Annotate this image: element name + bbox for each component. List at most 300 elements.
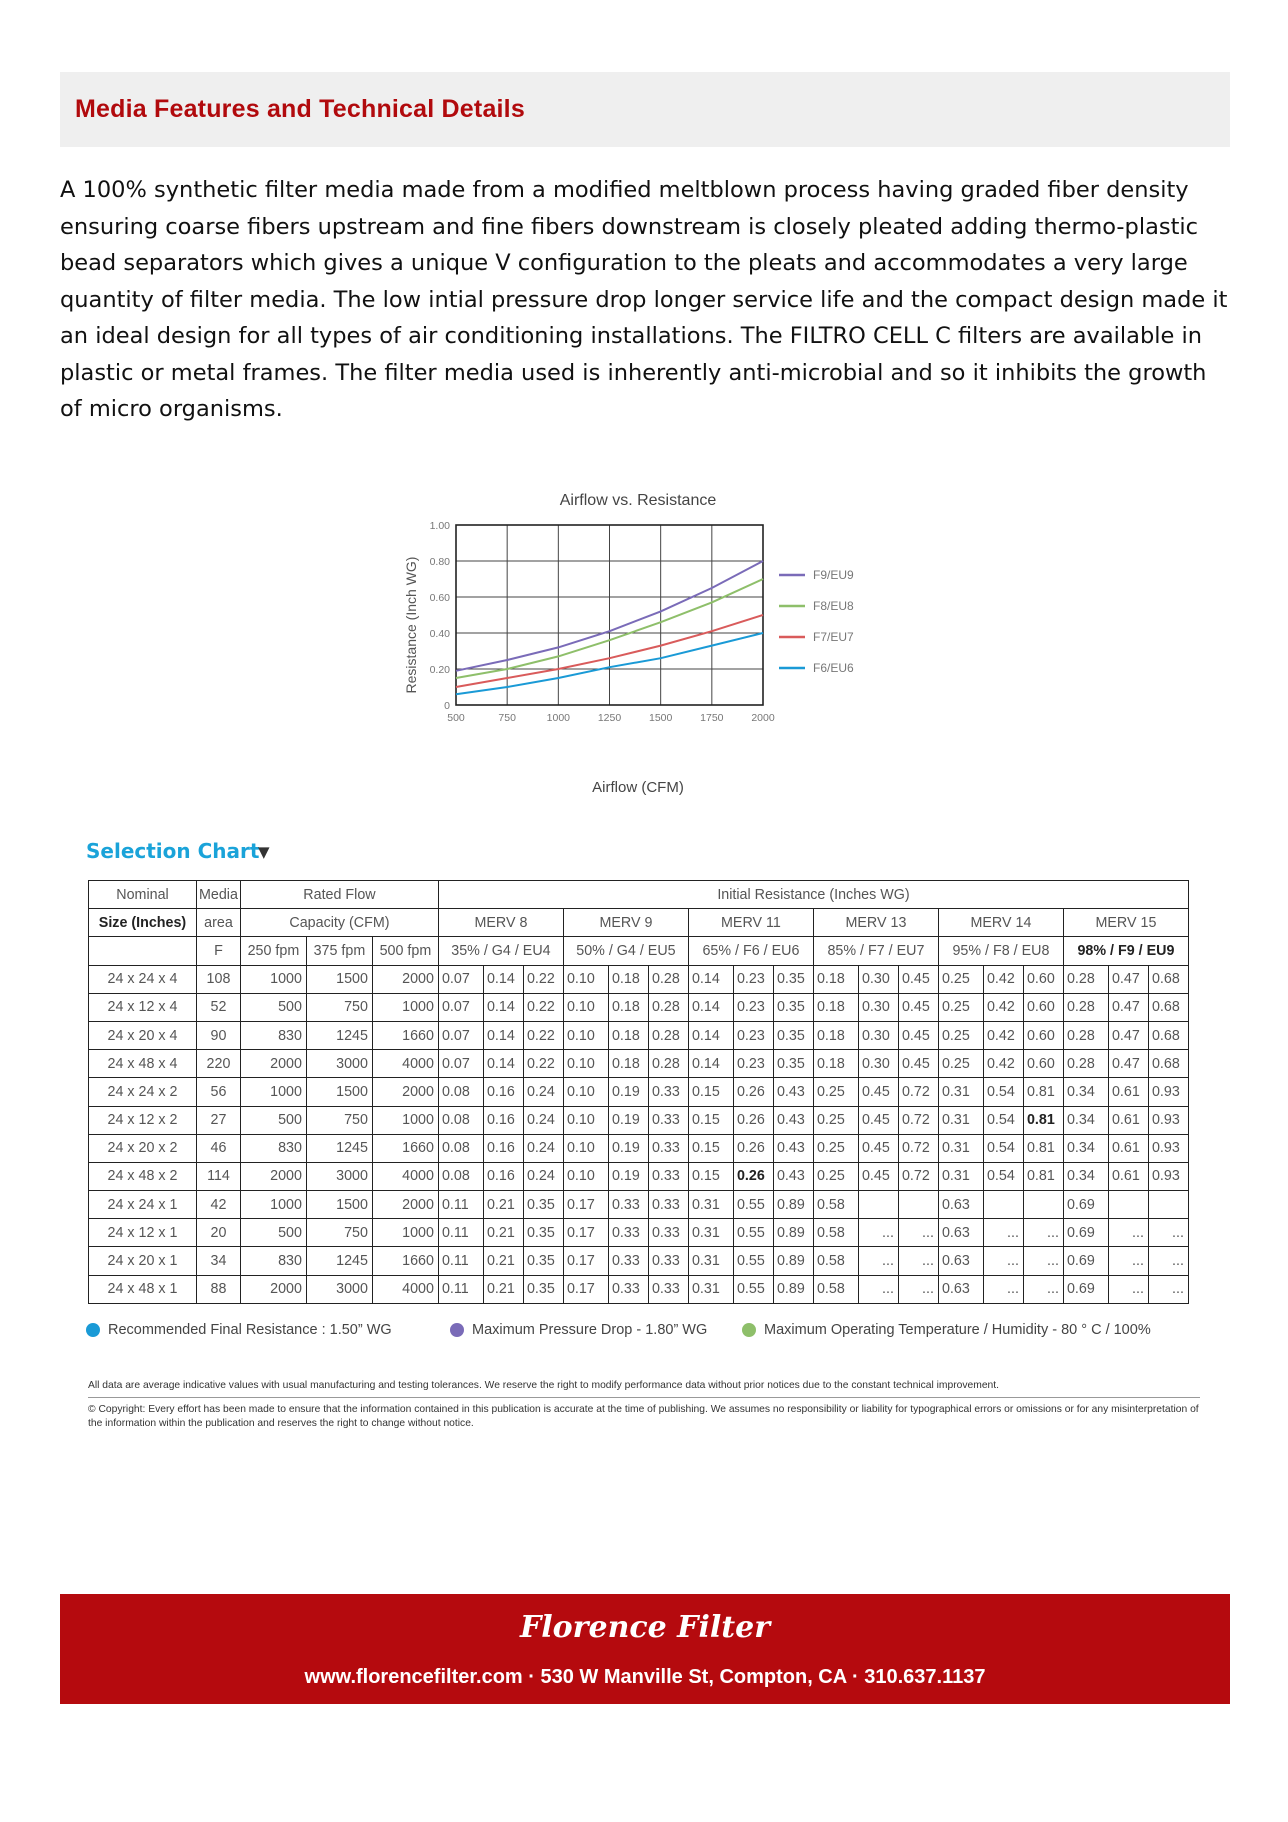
area-cell: 90 <box>197 1021 241 1049</box>
resistance-cell: 0.81 <box>1023 1162 1063 1190</box>
resistance-cell: 0.14 <box>483 1050 523 1078</box>
resistance-cell: 0.28 <box>648 1050 688 1078</box>
resistance-cell: 0.45 <box>858 1078 898 1106</box>
grade-header: 95% / F8 / EU8 <box>938 937 1063 965</box>
size-cell: 24 x 20 x 4 <box>89 1021 197 1049</box>
resistance-cell: 0.11 <box>438 1191 483 1219</box>
flow-cell: 830 <box>240 1021 306 1049</box>
contact-line[interactable]: www.florencefilter.com · 530 W Manville St, Compton, CA · 310.637.1137 <box>304 1666 986 1688</box>
purple-dot-icon <box>450 1323 464 1337</box>
resistance-cell: 0.07 <box>438 965 483 993</box>
resistance-cell: 0.61 <box>1108 1106 1148 1134</box>
resistance-cell: 0.33 <box>648 1078 688 1106</box>
resistance-cell: 0.68 <box>1148 965 1188 993</box>
flow-cell: 1000 <box>240 965 306 993</box>
resistance-cell: 0.63 <box>938 1219 983 1247</box>
resistance-cell: 0.69 <box>1063 1275 1108 1303</box>
resistance-cell: 0.47 <box>1108 993 1148 1021</box>
resistance-cell: 0.31 <box>938 1134 983 1162</box>
size-cell: 24 x 20 x 2 <box>89 1134 197 1162</box>
area-cell: 56 <box>197 1078 241 1106</box>
resistance-cell: 0.72 <box>898 1078 938 1106</box>
resistance-cell: 0.28 <box>1063 1021 1108 1049</box>
table-header-row <box>89 937 1189 965</box>
divider <box>88 1397 1200 1398</box>
resistance-cell: 0.60 <box>1023 1050 1063 1078</box>
size-cell: 24 x 48 x 2 <box>89 1162 197 1190</box>
resistance-cell: 0.33 <box>648 1162 688 1190</box>
resistance-cell: 0.25 <box>938 993 983 1021</box>
legend-label: F7/EU7 <box>813 630 854 644</box>
resistance-cell: 0.08 <box>438 1134 483 1162</box>
merv-header: MERV 9 <box>563 909 688 937</box>
initial-resistance-header: Initial Resistance (Inches WG) <box>438 881 1188 909</box>
resistance-cell <box>1023 1191 1063 1219</box>
fpm-header: 500 fpm <box>372 937 438 965</box>
resistance-cell: 0.14 <box>688 993 733 1021</box>
resistance-cell: ... <box>1023 1275 1063 1303</box>
y-tick-label: 1.00 <box>429 520 450 532</box>
resistance-cell: 0.33 <box>608 1275 648 1303</box>
resistance-cell: 0.35 <box>523 1191 563 1219</box>
flow-cell: 1500 <box>306 965 372 993</box>
resistance-cell: 0.55 <box>733 1275 773 1303</box>
flow-cell: 2000 <box>240 1162 306 1190</box>
flow-cell: 830 <box>240 1247 306 1275</box>
resistance-cell: 0.33 <box>608 1247 648 1275</box>
area-cell: 88 <box>197 1275 241 1303</box>
resistance-cell: 0.31 <box>688 1191 733 1219</box>
resistance-cell: 0.15 <box>688 1162 733 1190</box>
merv-header: MERV 15 <box>1063 909 1188 937</box>
resistance-cell: 0.30 <box>858 993 898 1021</box>
resistance-cell: 0.47 <box>1108 1021 1148 1049</box>
resistance-cell: 0.21 <box>483 1191 523 1219</box>
table-row <box>89 1078 1189 1106</box>
resistance-cell: 0.68 <box>1148 1050 1188 1078</box>
resistance-cell: 0.68 <box>1148 993 1188 1021</box>
size-cell: 24 x 12 x 1 <box>89 1219 197 1247</box>
merv-header: MERV 13 <box>813 909 938 937</box>
copyright-notice: © Copyright: Every effort has been made to ensure that the information contained in this publication is accurate at the time of publishing. We assumes no responsibility or liability for typographical errors or omissions or for any misinterpretation of the information within the publication and reserves the right to change without notice. <box>88 1404 1199 1429</box>
size-header: Size (Inches) <box>89 909 197 937</box>
legend-item <box>742 1322 1151 1338</box>
resistance-cell: 0.16 <box>483 1078 523 1106</box>
resistance-cell: 0.33 <box>608 1219 648 1247</box>
resistance-cell: 0.33 <box>648 1247 688 1275</box>
resistance-cell: 0.10 <box>563 1078 608 1106</box>
flow-cell: 1000 <box>240 1191 306 1219</box>
resistance-cell: 0.10 <box>563 1134 608 1162</box>
resistance-cell: 0.25 <box>813 1078 858 1106</box>
resistance-cell: 0.26 <box>733 1134 773 1162</box>
resistance-cell: 0.63 <box>938 1247 983 1275</box>
resistance-cell: 0.35 <box>773 1050 813 1078</box>
resistance-cell: 0.60 <box>1023 965 1063 993</box>
brand-logo: Florence Filter <box>519 1610 771 1645</box>
resistance-cell: 0.18 <box>813 993 858 1021</box>
resistance-cell: 0.60 <box>1023 993 1063 1021</box>
flow-cell: 3000 <box>306 1275 372 1303</box>
resistance-cell: 0.10 <box>563 965 608 993</box>
resistance-cell: ... <box>1108 1219 1148 1247</box>
footer-band <box>60 1594 1230 1704</box>
resistance-cell: 0.07 <box>438 1050 483 1078</box>
y-axis-label: Resistance (Inch WG) <box>403 556 419 694</box>
flow-cell: 4000 <box>372 1275 438 1303</box>
flow-cell: 2000 <box>372 1191 438 1219</box>
resistance-cell: 0.25 <box>813 1134 858 1162</box>
resistance-cell: 0.63 <box>938 1275 983 1303</box>
resistance-cell: 0.28 <box>1063 1050 1108 1078</box>
table-row <box>89 1191 1189 1219</box>
size-cell: 24 x 24 x 2 <box>89 1078 197 1106</box>
resistance-cell: 0.14 <box>483 965 523 993</box>
resistance-cell: 0.55 <box>733 1219 773 1247</box>
resistance-cell: 0.08 <box>438 1162 483 1190</box>
resistance-cell: 0.33 <box>648 1134 688 1162</box>
table-row <box>89 1247 1189 1275</box>
flow-cell: 1245 <box>306 1134 372 1162</box>
resistance-cell: 0.35 <box>773 1021 813 1049</box>
legend-label: F9/EU9 <box>813 568 854 582</box>
table-row <box>89 1275 1189 1303</box>
resistance-cell: 0.15 <box>688 1134 733 1162</box>
size-cell: 24 x 20 x 1 <box>89 1247 197 1275</box>
resistance-cell: 0.28 <box>648 1021 688 1049</box>
resistance-cell: 0.58 <box>813 1219 858 1247</box>
resistance-cell: 0.89 <box>773 1275 813 1303</box>
area-cell: 46 <box>197 1134 241 1162</box>
resistance-cell: 0.19 <box>608 1106 648 1134</box>
resistance-cell: 0.34 <box>1063 1106 1108 1134</box>
y-tick-label: 0.40 <box>429 628 450 640</box>
resistance-cell: ... <box>1148 1247 1188 1275</box>
x-tick-label: 2000 <box>751 712 775 724</box>
section-title: Media Features and Technical Details <box>75 95 525 123</box>
resistance-cell: 0.16 <box>483 1106 523 1134</box>
resistance-cell: 0.16 <box>483 1162 523 1190</box>
resistance-cell: ... <box>858 1247 898 1275</box>
resistance-cell: 0.23 <box>733 1050 773 1078</box>
resistance-cell: 0.45 <box>858 1162 898 1190</box>
resistance-cell: 0.30 <box>858 1050 898 1078</box>
resistance-cell: 0.10 <box>563 1106 608 1134</box>
resistance-cell: 0.93 <box>1148 1078 1188 1106</box>
resistance-cell: 0.18 <box>813 1050 858 1078</box>
resistance-cell: 0.07 <box>438 1021 483 1049</box>
resistance-cell: 0.33 <box>648 1106 688 1134</box>
resistance-cell: ... <box>983 1247 1023 1275</box>
resistance-cell: 0.23 <box>733 993 773 1021</box>
x-tick-label: 1250 <box>597 712 622 724</box>
size-cell: 24 x 48 x 4 <box>89 1050 197 1078</box>
resistance-cell: 0.21 <box>483 1247 523 1275</box>
resistance-cell: ... <box>858 1275 898 1303</box>
flow-cell: 1660 <box>372 1134 438 1162</box>
resistance-cell: 0.11 <box>438 1219 483 1247</box>
resistance-cell: 0.21 <box>483 1219 523 1247</box>
resistance-cell: 0.58 <box>813 1275 858 1303</box>
green-dot-icon <box>742 1323 756 1337</box>
y-tick-label: 0.80 <box>429 556 450 568</box>
resistance-cell: ... <box>983 1275 1023 1303</box>
resistance-cell: 0.61 <box>1108 1134 1148 1162</box>
flow-cell: 750 <box>306 1219 372 1247</box>
resistance-cell: 0.45 <box>898 993 938 1021</box>
resistance-cell: 0.33 <box>648 1191 688 1219</box>
size-cell: 24 x 24 x 4 <box>89 965 197 993</box>
empty-cell <box>89 937 197 965</box>
flow-cell: 500 <box>240 993 306 1021</box>
flow-cell: 750 <box>306 1106 372 1134</box>
resistance-cell: ... <box>1108 1275 1148 1303</box>
size-cell: 24 x 48 x 1 <box>89 1275 197 1303</box>
resistance-cell: 0.34 <box>1063 1134 1108 1162</box>
x-tick-label: 750 <box>498 712 516 724</box>
resistance-cell: 0.23 <box>733 1021 773 1049</box>
y-tick-label: 0.20 <box>429 664 450 676</box>
resistance-cell: 0.35 <box>523 1219 563 1247</box>
resistance-cell: 0.22 <box>523 1021 563 1049</box>
resistance-cell: 0.45 <box>858 1134 898 1162</box>
disclaimer-line: All data are average indicative values with usual manufacturing and testing tolerances. We reserve the right to modify performance data without prior notices due to the constant technical improvement. <box>88 1380 1000 1391</box>
resistance-cell: 0.35 <box>773 965 813 993</box>
flow-cell: 2000 <box>240 1050 306 1078</box>
resistance-cell: 0.11 <box>438 1275 483 1303</box>
resistance-cell: 0.17 <box>563 1247 608 1275</box>
resistance-cell: 0.18 <box>608 993 648 1021</box>
resistance-cell: 0.42 <box>983 993 1023 1021</box>
resistance-cell: 0.35 <box>523 1247 563 1275</box>
area-cell: 220 <box>197 1050 241 1078</box>
grade-header: 85% / F7 / EU7 <box>813 937 938 965</box>
resistance-cell: 0.14 <box>483 1021 523 1049</box>
resistance-cell: 0.08 <box>438 1078 483 1106</box>
rated-flow-header: Rated Flow <box>240 881 438 909</box>
resistance-cell: 0.33 <box>648 1219 688 1247</box>
resistance-cell: 0.14 <box>483 993 523 1021</box>
resistance-cell: 0.11 <box>438 1247 483 1275</box>
resistance-cell: 0.17 <box>563 1219 608 1247</box>
resistance-cell: 0.43 <box>773 1106 813 1134</box>
resistance-cell: 0.24 <box>523 1106 563 1134</box>
resistance-cell: 0.24 <box>523 1134 563 1162</box>
resistance-cell: 0.69 <box>1063 1247 1108 1275</box>
resistance-cell: 0.47 <box>1108 965 1148 993</box>
resistance-cell: 0.68 <box>1148 1021 1188 1049</box>
flow-cell: 750 <box>306 993 372 1021</box>
resistance-cell: 0.69 <box>1063 1191 1108 1219</box>
resistance-cell: 0.31 <box>938 1078 983 1106</box>
resistance-cell: 0.14 <box>688 1021 733 1049</box>
resistance-cell: 0.18 <box>813 965 858 993</box>
table-row <box>89 993 1189 1021</box>
flow-cell: 3000 <box>306 1162 372 1190</box>
flow-cell: 1245 <box>306 1021 372 1049</box>
resistance-cell: 0.14 <box>688 1050 733 1078</box>
resistance-cell: 0.25 <box>813 1106 858 1134</box>
resistance-cell: 0.93 <box>1148 1106 1188 1134</box>
resistance-cell: 0.08 <box>438 1106 483 1134</box>
flow-cell: 1660 <box>372 1247 438 1275</box>
area-cell: 114 <box>197 1162 241 1190</box>
resistance-cell: 0.81 <box>1023 1134 1063 1162</box>
grade-header: 35% / G4 / EU4 <box>438 937 563 965</box>
resistance-cell: 0.15 <box>688 1106 733 1134</box>
resistance-cell: 0.89 <box>773 1247 813 1275</box>
resistance-cell: ... <box>898 1275 938 1303</box>
selection-table <box>88 880 1189 1304</box>
area-cell: 20 <box>197 1219 241 1247</box>
resistance-cell: 0.31 <box>688 1219 733 1247</box>
resistance-cell <box>1108 1191 1148 1219</box>
area-cell: 52 <box>197 993 241 1021</box>
resistance-cell: 0.54 <box>983 1078 1023 1106</box>
resistance-cell: 0.24 <box>523 1078 563 1106</box>
resistance-cell: 0.10 <box>563 1162 608 1190</box>
resistance-cell: 0.45 <box>898 1021 938 1049</box>
resistance-cell: 0.45 <box>898 1050 938 1078</box>
x-tick-labels <box>447 712 775 724</box>
triangle-down-icon: ▼ <box>258 843 270 861</box>
resistance-cell: ... <box>1148 1275 1188 1303</box>
resistance-cell: 0.34 <box>1063 1078 1108 1106</box>
airflow-resistance-chart <box>398 480 918 819</box>
resistance-cell: 0.42 <box>983 1050 1023 1078</box>
merv-header: MERV 8 <box>438 909 563 937</box>
resistance-cell: 0.30 <box>858 965 898 993</box>
resistance-cell <box>858 1191 898 1219</box>
resistance-cell: 0.22 <box>523 965 563 993</box>
resistance-cell: 0.58 <box>813 1247 858 1275</box>
resistance-cell: 0.25 <box>813 1162 858 1190</box>
resistance-cell: 0.28 <box>648 993 688 1021</box>
resistance-cell: 0.55 <box>733 1247 773 1275</box>
legend-label: Maximum Operating Temperature / Humidity - 80 ° C / 100% <box>764 1322 1151 1338</box>
legend-item <box>86 1322 392 1338</box>
chart-svg <box>398 480 918 815</box>
flow-cell: 1245 <box>306 1247 372 1275</box>
legend-label: F6/EU6 <box>813 661 854 675</box>
resistance-cell: 0.18 <box>813 1021 858 1049</box>
resistance-cell: 0.61 <box>1108 1162 1148 1190</box>
resistance-cell <box>983 1191 1023 1219</box>
resistance-cell: 0.28 <box>1063 993 1108 1021</box>
resistance-cell: 0.34 <box>1063 1162 1108 1190</box>
nominal-header: Nominal <box>89 881 197 909</box>
flow-cell: 1500 <box>306 1078 372 1106</box>
blue-dot-icon <box>86 1323 100 1337</box>
resistance-cell: 0.42 <box>983 1021 1023 1049</box>
chart-legend <box>779 568 854 675</box>
resistance-cell: 0.19 <box>608 1078 648 1106</box>
resistance-cell: 0.19 <box>608 1134 648 1162</box>
flow-cell: 830 <box>240 1134 306 1162</box>
resistance-cell: 0.18 <box>608 1021 648 1049</box>
table-row <box>89 965 1189 993</box>
resistance-cell: 0.81 <box>1023 1106 1063 1134</box>
resistance-cell: ... <box>1023 1247 1063 1275</box>
resistance-cell: 0.72 <box>898 1106 938 1134</box>
table-row <box>89 1106 1189 1134</box>
resistance-cell: 0.72 <box>898 1162 938 1190</box>
y-tick-labels <box>430 520 451 712</box>
resistance-cell: 0.25 <box>938 965 983 993</box>
fpm-header: 375 fpm <box>306 937 372 965</box>
resistance-cell: 0.10 <box>563 993 608 1021</box>
legend-item <box>450 1322 707 1338</box>
resistance-cell: 0.47 <box>1108 1050 1148 1078</box>
resistance-cell: ... <box>1023 1219 1063 1247</box>
resistance-cell: 0.31 <box>688 1275 733 1303</box>
selection-chart-title: Selection Chart <box>86 839 260 863</box>
table-body <box>89 965 1189 1303</box>
resistance-cell: 0.35 <box>523 1275 563 1303</box>
resistance-cell: 0.10 <box>563 1050 608 1078</box>
resistance-cell: 0.54 <box>983 1162 1023 1190</box>
table-row <box>89 1050 1189 1078</box>
resistance-cell: 0.16 <box>483 1134 523 1162</box>
resistance-cell: 0.33 <box>608 1191 648 1219</box>
resistance-cell: 0.25 <box>938 1050 983 1078</box>
resistance-cell: 0.43 <box>773 1162 813 1190</box>
resistance-cell: 0.18 <box>608 1050 648 1078</box>
flow-cell: 4000 <box>372 1162 438 1190</box>
resistance-cell: ... <box>858 1219 898 1247</box>
resistance-cell: 0.22 <box>523 1050 563 1078</box>
flow-cell: 2000 <box>240 1275 306 1303</box>
resistance-cell: 0.93 <box>1148 1162 1188 1190</box>
resistance-cell: 0.14 <box>688 965 733 993</box>
resistance-cell: 0.81 <box>1023 1078 1063 1106</box>
resistance-cell: ... <box>898 1219 938 1247</box>
flow-cell: 3000 <box>306 1050 372 1078</box>
resistance-cell: 0.15 <box>688 1078 733 1106</box>
flow-cell: 1000 <box>372 1106 438 1134</box>
size-cell: 24 x 12 x 2 <box>89 1106 197 1134</box>
resistance-cell <box>1148 1191 1188 1219</box>
area-header: area <box>197 909 241 937</box>
flow-cell: 1000 <box>240 1078 306 1106</box>
x-tick-label: 1000 <box>546 712 571 724</box>
resistance-cell: 0.22 <box>523 993 563 1021</box>
resistance-cell: 0.58 <box>813 1191 858 1219</box>
resistance-cell: 0.55 <box>733 1191 773 1219</box>
area-cell: 34 <box>197 1247 241 1275</box>
resistance-cell: 0.54 <box>983 1134 1023 1162</box>
resistance-cell: 0.54 <box>983 1106 1023 1134</box>
resistance-cell: ... <box>898 1247 938 1275</box>
resistance-cell <box>898 1191 938 1219</box>
resistance-cell: ... <box>1108 1247 1148 1275</box>
resistance-cell: 0.45 <box>898 965 938 993</box>
resistance-cell: 0.26 <box>733 1106 773 1134</box>
x-tick-label: 500 <box>447 712 465 724</box>
chart-title: Airflow vs. Resistance <box>559 492 717 509</box>
resistance-cell: 0.23 <box>733 965 773 993</box>
resistance-cell: 0.26 <box>733 1162 773 1190</box>
table-row <box>89 1021 1189 1049</box>
flow-cell: 1000 <box>372 1219 438 1247</box>
resistance-cell: 0.25 <box>938 1021 983 1049</box>
resistance-cell: 0.72 <box>898 1134 938 1162</box>
resistance-cell: 0.19 <box>608 1162 648 1190</box>
resistance-cell: 0.69 <box>1063 1219 1108 1247</box>
resistance-cell: 0.07 <box>438 993 483 1021</box>
legend-label: Recommended Final Resistance : 1.50” WG <box>108 1322 392 1338</box>
area-cell: 27 <box>197 1106 241 1134</box>
